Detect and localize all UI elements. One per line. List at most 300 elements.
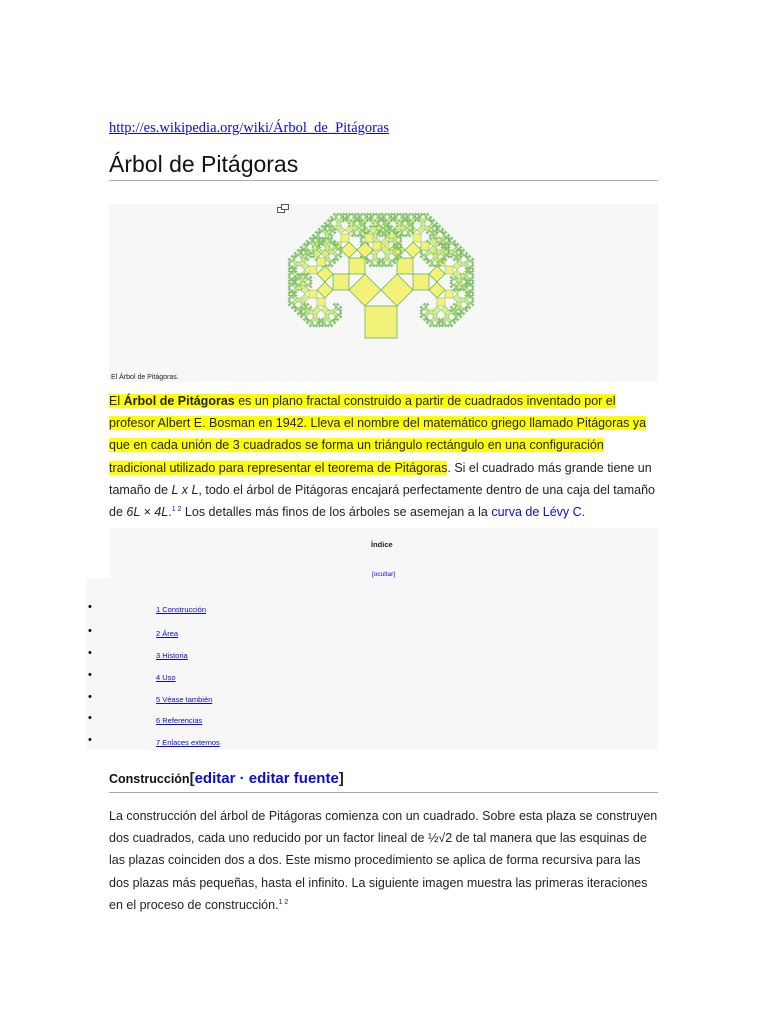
tree-square: [395, 232, 396, 233]
toc-item[interactable]: [86, 625, 646, 643]
tree-square: [419, 220, 420, 221]
tree-square: [382, 236, 383, 237]
tree-square: [331, 242, 333, 244]
tree-square: [439, 245, 440, 246]
tree-square: [364, 222, 365, 223]
tree-square: [423, 254, 425, 256]
tree-square: [367, 213, 368, 214]
tree-square: [386, 235, 387, 236]
tree-square: [313, 314, 317, 318]
tree-square: [421, 213, 422, 214]
tree-square: [343, 218, 345, 220]
tree-square: [309, 279, 311, 281]
tree-square: [291, 268, 292, 269]
tree-square: [461, 310, 463, 312]
levy-c-curve-link[interactable]: curva de Lévy C: [491, 505, 582, 520]
tree-square: [309, 242, 311, 244]
tree-square: [301, 262, 309, 270]
tree-square: [453, 270, 461, 278]
tree-square: [448, 324, 450, 326]
tree-square: [461, 298, 465, 302]
tree-square: [389, 250, 393, 254]
bullet: •: [88, 712, 92, 724]
tree-square: [471, 271, 473, 273]
tree-square: [461, 250, 462, 251]
tree-square: [378, 214, 380, 216]
tree-square: [340, 306, 341, 307]
tree-square: [421, 315, 423, 317]
tree-square: [397, 231, 398, 232]
tree-square: [337, 254, 339, 256]
tree-square: [426, 214, 428, 216]
bullet: •: [88, 625, 92, 637]
tree-square: [460, 290, 461, 291]
tree-square: [424, 260, 425, 261]
tree-square: [427, 323, 428, 324]
tree-square: [370, 216, 371, 217]
tree-square: [319, 237, 320, 238]
toc-item[interactable]: [86, 691, 646, 709]
tree-square: [424, 318, 426, 320]
tree-square: [418, 216, 419, 217]
toc-item[interactable]: [86, 712, 646, 730]
tree-square: [349, 222, 353, 226]
tree-square: [358, 214, 360, 216]
tree-square: [463, 308, 465, 310]
tree-square: [469, 290, 471, 292]
tree-square: [372, 214, 374, 216]
tree-square: [307, 243, 308, 244]
tree-square: [467, 268, 469, 270]
tree-square: [288, 295, 289, 296]
tree-square: [383, 262, 385, 264]
toc-title: Índice: [371, 540, 393, 549]
tree-square: [412, 222, 413, 223]
tree-square: [357, 242, 373, 258]
tree-square: [353, 216, 355, 218]
tree-square: [394, 216, 395, 217]
tree-square: [439, 242, 441, 244]
tree-square: [319, 229, 321, 231]
tree-square: [466, 252, 467, 253]
tree-square: [296, 271, 297, 272]
tree-square: [311, 280, 312, 281]
tree-square: [471, 261, 473, 263]
tree-square: [354, 234, 356, 236]
tree-square: [365, 234, 373, 242]
tree-square: [449, 250, 450, 251]
tree-square: [430, 236, 431, 237]
tree-square: [421, 257, 422, 258]
tree-square: [355, 218, 357, 220]
tree-square: [306, 319, 307, 320]
tree-square: [339, 218, 343, 222]
tree-square: [301, 273, 302, 274]
tree-square: [379, 218, 381, 220]
tree-square: [363, 218, 367, 222]
tree-square: [367, 218, 369, 220]
tree-square: [397, 242, 399, 244]
source-url-link[interactable]: http://es.wikipedia.org/wiki/Árbol_de_Pitágoras: [109, 120, 390, 136]
tree-square: [437, 232, 438, 233]
edit-link[interactable]: editar: [194, 770, 236, 787]
tree-square: [413, 226, 414, 227]
tree-square: [451, 277, 453, 279]
tree-square: [293, 300, 297, 304]
reference-sup[interactable]: 1 2: [278, 898, 289, 906]
toc-link[interactable]: 6 Referencias: [156, 716, 203, 725]
tree-square: [292, 256, 294, 258]
tree-square: [394, 248, 395, 249]
tree-square: [391, 218, 393, 220]
tree-square: [441, 244, 442, 245]
tree-square: [457, 254, 459, 256]
tree-square: [448, 326, 449, 327]
tree-square: [457, 302, 461, 306]
tree-square: [349, 274, 381, 306]
tree-square: [319, 323, 320, 324]
tree-square: [435, 223, 437, 225]
tree-square: [301, 317, 302, 318]
tree-square: [383, 258, 387, 262]
tree-square: [335, 232, 336, 233]
edit-source-link[interactable]: editar fuente: [248, 770, 339, 787]
tree-square: [430, 266, 431, 267]
tree-square: [360, 214, 362, 216]
tree-square: [462, 250, 464, 252]
tree-square: [441, 229, 443, 231]
tree-square: [406, 216, 407, 217]
tree-square: [445, 254, 447, 256]
tree-square: [358, 216, 359, 217]
tree-square: [457, 278, 461, 282]
tree-square: [442, 228, 443, 229]
tree-square: [467, 280, 469, 282]
tree-square: [425, 308, 429, 312]
tree-square: [381, 260, 383, 262]
tree-square: [469, 302, 471, 304]
tree-square: [365, 226, 366, 227]
tree-square: [436, 324, 438, 326]
tree-square: [309, 285, 311, 287]
tree-square: [408, 234, 410, 236]
tree-square: [399, 237, 401, 239]
tree-square: [467, 304, 469, 306]
toc-item[interactable]: [86, 669, 646, 687]
tree-square: [337, 308, 339, 310]
tree-square: [321, 320, 323, 322]
tree-square: [468, 256, 470, 258]
tree-square: [465, 309, 467, 311]
tree-square: [421, 255, 423, 257]
tree-square: [317, 234, 319, 236]
tree-square: [382, 234, 384, 236]
bullet: •: [88, 734, 92, 746]
tree-square: [442, 324, 444, 326]
toc-hide-link[interactable]: [ocultar]: [372, 571, 396, 578]
tree-square: [444, 324, 446, 326]
tree-square: [359, 220, 360, 221]
tree-square: [429, 266, 445, 282]
tree-square: [421, 253, 423, 255]
toc-link[interactable]: 4 Uso: [156, 673, 176, 682]
tree-square: [329, 250, 333, 254]
tree-square: [382, 264, 384, 266]
tree-square: [321, 230, 323, 232]
section-heading-construccion: Construcción[editar · editar fuente]: [109, 770, 344, 787]
tree-square: [433, 219, 434, 220]
title-divider: [109, 180, 658, 181]
tree-square: [463, 254, 465, 256]
tree-square: [426, 304, 428, 306]
tree-square: [469, 260, 471, 262]
tree-square: [389, 216, 391, 218]
tree-square: [309, 320, 311, 322]
tree-square: [341, 250, 342, 251]
tree-square: [334, 304, 336, 306]
tree-square: [413, 274, 429, 290]
tree-square: [388, 214, 390, 216]
tree-square: [341, 216, 343, 218]
tree-square: [396, 214, 398, 216]
toc-item[interactable]: [86, 647, 646, 665]
tree-square: [449, 238, 450, 239]
tree-square: [443, 318, 447, 322]
tree-square: [465, 264, 469, 268]
tree-square: [397, 213, 398, 214]
tree-square: [318, 324, 320, 326]
tree-square: [303, 308, 305, 310]
tree-square: [319, 242, 321, 244]
tree-square: [342, 214, 344, 216]
tree-square: [329, 310, 333, 314]
tree-square: [317, 266, 333, 282]
tree-square: [445, 314, 449, 318]
edit-links: [editar · editar fuente]: [189, 770, 344, 787]
tree-square: [373, 242, 381, 250]
tree-square: [429, 310, 433, 314]
tree-square: [361, 219, 362, 220]
tree-square: [322, 226, 324, 228]
tree-square: [449, 322, 451, 324]
tree-square: [473, 304, 474, 305]
tree-square: [339, 255, 341, 257]
tree-square: [451, 283, 453, 285]
tree-square: [461, 256, 462, 257]
tree-square: [297, 284, 299, 286]
tree-square: [369, 226, 370, 227]
tree-square: [325, 223, 327, 225]
tree-square: [319, 245, 320, 246]
tree-square: [336, 258, 338, 260]
tree-square: [473, 280, 474, 281]
tree-square: [292, 308, 293, 309]
tree-square: [376, 266, 377, 267]
tree-square: [311, 322, 313, 324]
tree-square: [445, 242, 447, 244]
tree-square: [443, 256, 445, 258]
reference-sup[interactable]: 1 2: [171, 505, 182, 513]
tree-square: [466, 296, 467, 297]
tree-square: [420, 307, 421, 308]
tree-square: [451, 311, 452, 312]
tree-square: [335, 322, 336, 323]
toc-link[interactable]: 7 Enlaces externos: [156, 738, 220, 747]
toc-link[interactable]: 2 Área: [156, 629, 179, 638]
tree-square: [345, 226, 353, 234]
tree-square: [312, 324, 314, 326]
tree-square: [339, 315, 341, 317]
tree-square: [454, 290, 455, 291]
tree-square: [390, 264, 392, 266]
tree-square: [309, 307, 311, 309]
tree-square: [293, 304, 295, 306]
tree-square: [442, 326, 443, 327]
tree-square: [433, 254, 437, 258]
tree-square: [427, 261, 429, 263]
tree-square: [454, 314, 455, 315]
tree-square: [364, 214, 366, 216]
figure-box: [109, 204, 658, 382]
tree-square: [294, 253, 295, 254]
tree-square: [453, 321, 455, 323]
tree-square: [377, 216, 379, 218]
bullet: •: [88, 669, 92, 681]
tree-square: [301, 294, 309, 302]
tree-square: [333, 274, 349, 290]
tree-square: [305, 316, 307, 318]
tree-square: [358, 234, 360, 236]
tree-square: [391, 260, 393, 262]
tree-square: [429, 260, 431, 262]
tree-square: [323, 322, 325, 324]
tree-square: [437, 262, 439, 264]
tree-square: [471, 295, 473, 297]
tree-square: [406, 214, 408, 216]
toc-item[interactable]: [86, 734, 646, 752]
tree-square: [471, 267, 473, 269]
tree-square: [293, 296, 297, 300]
tree-square: [376, 264, 378, 266]
tree-square: [443, 262, 444, 263]
tree-square: [439, 323, 440, 324]
tree-square: [407, 232, 409, 234]
tree-square: [385, 219, 386, 220]
tree-square: [316, 232, 318, 234]
tree-square: [466, 284, 467, 285]
tree-square: [470, 295, 471, 296]
tree-square: [450, 283, 451, 284]
tree-square: [437, 250, 441, 254]
section-divider: [109, 792, 658, 793]
tree-square: [309, 255, 311, 257]
tree-square: [413, 234, 421, 242]
tree-square: [300, 313, 301, 314]
tree-square: [337, 243, 338, 244]
tree-square: [369, 260, 371, 262]
tree-square: [388, 222, 389, 223]
tree-square: [297, 286, 301, 290]
tree-square: [388, 264, 390, 266]
tree-square: [295, 311, 296, 312]
tree-square: [383, 232, 385, 234]
tree-square: [310, 306, 311, 307]
tree-square: [451, 257, 452, 258]
tree-square: [331, 320, 333, 322]
tree-square: [338, 259, 339, 260]
tree-square: [456, 318, 458, 320]
tree-square: [335, 218, 339, 222]
tree-square: [389, 262, 391, 264]
tree-square: [385, 230, 387, 232]
tree-square: [470, 271, 471, 272]
tree-square: [310, 252, 311, 253]
tree-square: [421, 242, 429, 250]
tree-square: [306, 258, 308, 260]
tree-square: [455, 322, 456, 323]
tree-square: [359, 222, 361, 224]
toc-item[interactable]: [86, 601, 646, 619]
tree-square: [336, 318, 338, 320]
tree-square: [471, 301, 473, 303]
tree-square: [450, 238, 452, 240]
tree-square: [421, 317, 422, 318]
tree-square: [471, 291, 473, 293]
tree-square: [406, 234, 408, 236]
tree-square: [329, 322, 331, 324]
tree-square: [394, 260, 395, 261]
tree-square: [430, 326, 431, 327]
tree-square: [337, 213, 338, 214]
tree-square: [397, 258, 413, 274]
tree-square: [291, 260, 293, 262]
tree-square: [332, 235, 333, 236]
tree-square: [458, 259, 459, 260]
toc-link[interactable]: 5 Véase también: [156, 695, 213, 704]
tree-square: [443, 244, 445, 246]
tree-square: [299, 276, 301, 278]
tree-square: [327, 220, 328, 221]
tree-square: [313, 235, 315, 237]
tree-square: [393, 261, 395, 263]
tree-square: [444, 232, 446, 234]
tree-square: [385, 224, 387, 226]
tree-square: [442, 318, 443, 319]
intro-paragraph: El Árbol de Pitágoras es un plano fractal construido a partir de cuadrados inventado por el profesor Albert E. Bosman en 1942. Lleva el nombre del matemático griego llamado Pitágoras ya que en cada unión de 3 cuadrados se forma un triángulo rectángulo en una configuración tradicional utilizado para representar el teorema de Pitágoras. Si el cuadrado más grande tiene un tamaño de L x L, todo el árbol de Pitágoras encajará perfectamente dentro de una caja del tamaño de 6L × 4L.$^{1 2}$ Los detalles más finos de los árboles se asemejan a la curva de Lévy C.: [109, 394, 655, 520]
tree-square: [420, 313, 421, 314]
tree-square: [379, 213, 380, 214]
tree-square: [442, 248, 443, 249]
tree-square: [433, 230, 435, 232]
tree-square: [372, 264, 374, 266]
tree-square: [470, 307, 471, 308]
tree-square: [469, 255, 470, 256]
tree-square: [313, 257, 314, 258]
toc-link[interactable]: 1 Construcción: [156, 605, 207, 614]
toc-link[interactable]: 3 Historia: [156, 651, 188, 660]
tree-square: [371, 220, 372, 221]
tree-square: [457, 243, 458, 244]
tree-square: [317, 282, 333, 298]
tree-square: [431, 262, 433, 264]
tree-square: [297, 262, 301, 266]
tree-square: [450, 277, 451, 278]
enlarge-icon[interactable]: [277, 204, 289, 214]
tree-square: [291, 272, 293, 274]
tree-square: [447, 318, 451, 322]
tree-square: [330, 217, 331, 218]
tree-square: [338, 319, 339, 320]
